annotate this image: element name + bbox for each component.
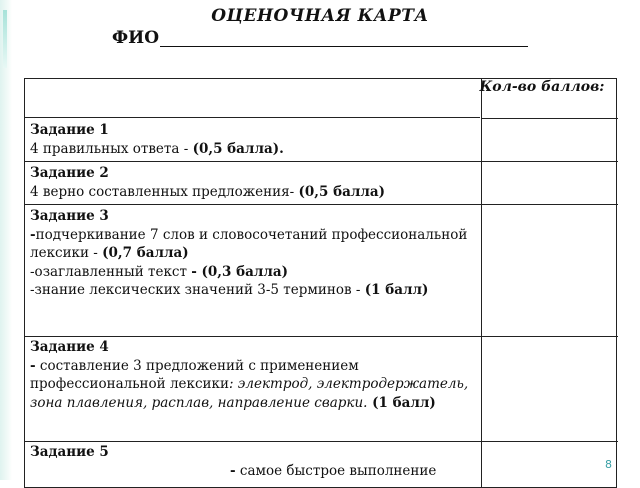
task-description xyxy=(30,140,480,159)
task-points: (0,7 балла) xyxy=(102,245,189,261)
fio-underline xyxy=(160,46,528,47)
row-divider xyxy=(25,336,618,337)
task-text: -знание лексических значений 3-5 терминов - xyxy=(30,282,365,298)
row-divider xyxy=(25,441,618,442)
task-description-line xyxy=(30,462,480,481)
task-description xyxy=(30,183,480,202)
task-bullet: - xyxy=(30,226,36,243)
task-title: Задание 5 xyxy=(30,444,109,460)
row-divider xyxy=(25,161,618,162)
task-text: составление 3 предложений с применением профессиональной лексики xyxy=(30,357,359,392)
task-terms: : электрод, электродержатель, зона плавления, расплав, направление сварки. xyxy=(30,376,469,411)
task-row-4 xyxy=(30,338,480,412)
task-title: Задание 1 xyxy=(30,122,109,138)
page-title: ОЦЕНОЧНАЯ КАРТА xyxy=(211,6,429,26)
task-description-line xyxy=(30,281,480,300)
task-text: 4 правильных ответа - xyxy=(30,140,193,157)
task-description xyxy=(30,357,480,413)
task-points: (1 балл) xyxy=(364,282,429,298)
task-title: Задание 2 xyxy=(30,165,109,181)
task-text: самое быстрое выполнение xyxy=(235,462,437,479)
header-score-divider xyxy=(481,118,618,119)
task-bullet: - xyxy=(230,462,236,479)
task-description-line xyxy=(30,226,480,263)
column-divider xyxy=(481,79,482,487)
task-row-1 xyxy=(30,121,480,158)
page-number: 8 xyxy=(605,458,612,471)
row-divider xyxy=(25,204,618,205)
task-title: Задание 4 xyxy=(30,339,109,355)
task-row-2 xyxy=(30,164,480,201)
task-points: (0,5 балла). xyxy=(192,140,284,157)
header-row-divider xyxy=(24,117,480,118)
task-text: -озаглавленный текст xyxy=(30,263,192,280)
task-points: - (0,3 балла) xyxy=(191,263,289,280)
task-row-3 xyxy=(30,207,480,300)
task-bullet: - xyxy=(30,357,36,374)
slide-accent-edge xyxy=(0,0,12,480)
task-points: (0,5 балла) xyxy=(298,183,386,200)
task-points: (1 балл) xyxy=(367,394,436,411)
score-column-header: Кол-во баллов: xyxy=(479,79,605,95)
task-description-line xyxy=(30,263,480,282)
fio-label: ФИО xyxy=(112,28,159,48)
task-title: Задание 3 xyxy=(30,208,109,224)
task-row-5 xyxy=(30,443,480,480)
task-text: подчеркивание 7 слов и словосочетаний профессиональной лексики - xyxy=(30,226,468,261)
task-text: 4 верно составленных предложения- xyxy=(30,183,299,200)
